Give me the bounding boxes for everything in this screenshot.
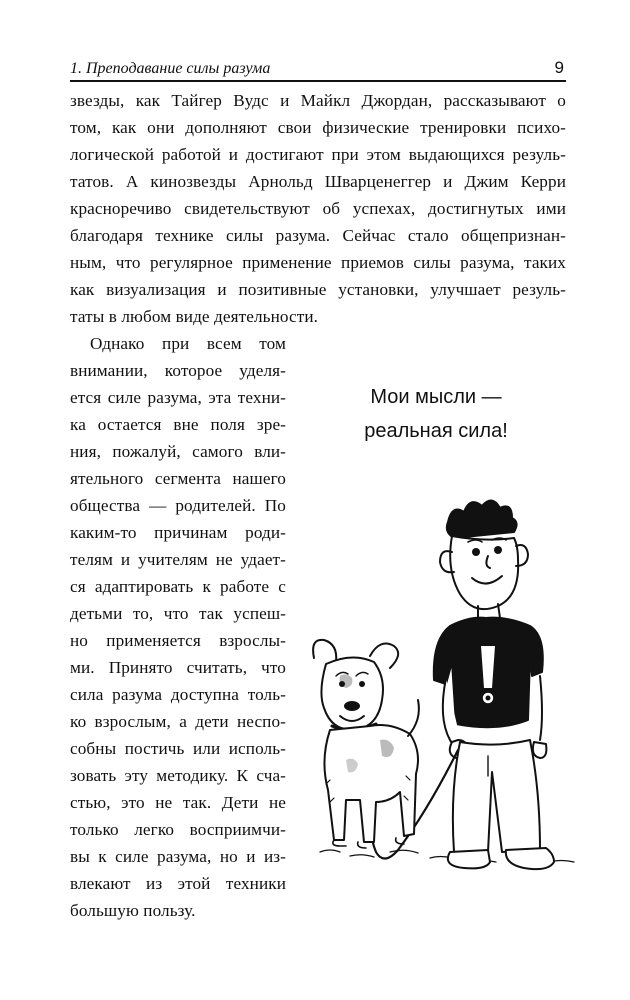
running-title: 1. Преподавание силы разума bbox=[70, 60, 271, 77]
page-header bbox=[70, 58, 566, 82]
text-line: логической работой и достигают при этом выдающихся резуль- bbox=[70, 145, 566, 164]
text-line: ятельного сегмента нашего bbox=[70, 469, 286, 488]
text-line: ка остается вне поля зре- bbox=[70, 415, 286, 434]
text-line: детьми то, что так успеш- bbox=[70, 604, 286, 623]
text-line: том, как они дополняют свои физические тренировки психо- bbox=[70, 118, 566, 137]
text-line: татов. А кинозвезды Арнольд Шварценеггер и Джим Керри bbox=[70, 172, 566, 191]
text-line: таты в любом виде деятельности. bbox=[70, 307, 319, 326]
text-line: телям и учителям не удает- bbox=[70, 550, 286, 569]
text-line: ми. Принято считать, что bbox=[70, 658, 286, 677]
text-line: внимании, которое уделя- bbox=[70, 361, 286, 380]
text-line: как визуализация и позитивные установки, улучшает резуль- bbox=[70, 280, 566, 299]
speech-line-1: Мои мысли — bbox=[370, 386, 502, 408]
text-line: общества — родителей. По bbox=[70, 496, 286, 515]
text-line: звезды, как Тайгер Вудс и Майкл Джордан, рассказывают о bbox=[70, 91, 566, 110]
text-line: ния, пожалуй, самого вли- bbox=[70, 442, 286, 461]
text-line: влекают из этой техники bbox=[70, 874, 286, 893]
text-line: сила разума доступна толь- bbox=[70, 685, 286, 704]
text-line: но применяется взрослы- bbox=[70, 631, 286, 650]
text-line: большую пользу. bbox=[70, 901, 196, 920]
text-line: только легко восприимчи- bbox=[70, 820, 286, 839]
text-line: ется силе разума, эта техни- bbox=[70, 388, 286, 407]
text-line: вы к силе разума, но и из- bbox=[70, 847, 286, 866]
text-line: зовать эту методику. К сча- bbox=[70, 766, 286, 785]
text-line: ным, что регулярное применение приемов силы разума, таких bbox=[70, 253, 566, 272]
text-line: ся адаптировать к работе с bbox=[70, 577, 286, 596]
text-line: красноречиво свидетельствуют об успехах, достигнутых ими bbox=[70, 199, 566, 218]
speech-line-2: реальная сила! bbox=[364, 420, 508, 442]
boy-with-dog-illustration bbox=[300, 480, 600, 910]
page-number: 9 bbox=[554, 58, 564, 77]
text-line: собны постичь или исполь- bbox=[70, 739, 286, 758]
text-line: стью, это не так. Дети не bbox=[70, 793, 286, 812]
speech-caption bbox=[346, 380, 526, 448]
text-line: благодаря технике силы разума. Сейчас стало общепризнан- bbox=[70, 226, 566, 245]
dog-figure bbox=[313, 640, 419, 848]
text-line: Однако при всем том bbox=[90, 334, 286, 353]
boy-figure bbox=[434, 500, 554, 869]
text-line: каким-то причинам роди- bbox=[70, 523, 286, 542]
header-rule bbox=[70, 80, 566, 82]
text-line: ко взрослым, а дети неспо- bbox=[70, 712, 286, 731]
